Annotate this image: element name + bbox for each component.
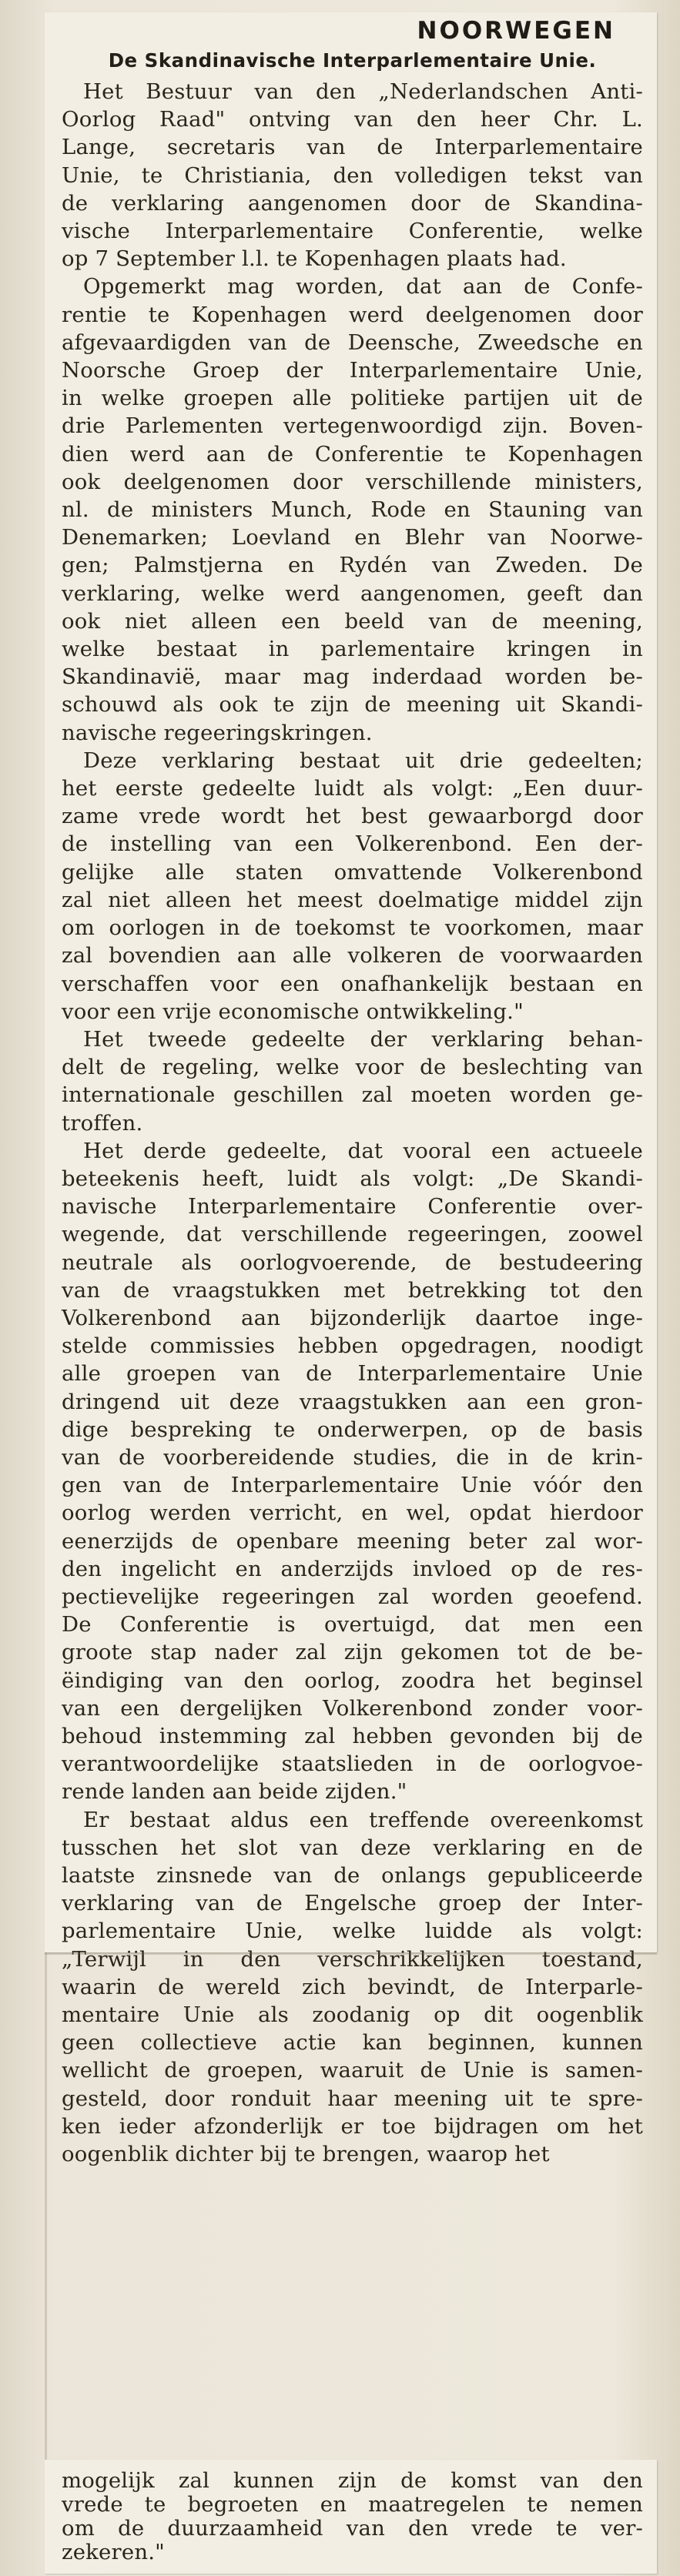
text-line: neutrale als oorlogvoerende, de bestudeering [62,1250,643,1275]
clipping-cut-edge [45,1952,657,1955]
text-line: de instelling van een Volkerenbond. Een der- [62,831,643,857]
text-line: dige bespreking te onderwerpen, op de basis [62,1417,643,1442]
text-line: Er bestaat aldus een treffende overeenkomst [83,1807,643,1832]
text-line: vrede te begroeten en maatregelen te nemen [62,2492,643,2517]
paragraph [62,1137,643,1806]
article-subheading: De Skandinavische Interparlementaire Unie. [108,49,597,72]
text-line: rende landen aan beide zijden." [62,1779,407,1805]
text-line: oogenblik dichter bij te brengen, waarop het [62,2142,550,2167]
text-line: rentie te Kopenhagen werd deelgenomen door [62,302,643,327]
text-line: Volkerenbond aan bijzonderlijk daartoe inge- [62,1305,643,1330]
paragraph [62,2469,643,2564]
text-line: van een dergelijken Volkerenbond zonder voor- [62,1695,643,1721]
text-line: geen collectieve actie kan beginnen, kunnen [62,2030,643,2056]
text-line: Lange, secretaris van de Interparlementaire [62,135,643,160]
paragraph [62,1025,643,1137]
text-line: dien werd aan de Conferentie te Kopenhagen [62,441,643,467]
text-line: verklaring, welke werd aangenomen, geeft dan [62,580,643,606]
text-line: zame vrede wordt het best gewaarborgd door [62,804,643,829]
text-line: Het derde gedeelte, dat vooral een actueele [83,1138,643,1163]
newspaper-clipping-main [45,12,657,2167]
text-line: dringend uit deze vraagstukken aan een gron- [62,1389,643,1414]
text-line: den ingelicht en anderzijds invloed op de res- [62,1556,643,1581]
text-line: Het tweede gedeelte der verklaring behan- [83,1026,643,1052]
text-line: ken ieder afzonderlijk er toe bijdragen om het [62,2113,643,2139]
text-line: laatste zinsnede van de onlangs gepubliceerde [62,1863,643,1888]
text-line: De Conferentie is overtuigd, dat men een [62,1612,643,1638]
text-line: ëindiging van den oorlog, zoodra het beginsel [62,1668,643,1693]
text-line: Skandinavië, maar mag inderdaad worden be- [62,664,643,690]
text-line: vische Interparlementaire Conferentie, welke [62,219,643,244]
text-line: het eerste gedeelte luidt als volgt: „Een duur- [62,776,643,801]
newspaper-clipping-continuation [45,2460,657,2574]
text-line: stelde commissies hebben opgedragen, noodigt [62,1333,643,1359]
text-line: Noorsche Groep der Interparlementaire Unie, [62,358,643,383]
text-line: gen; Palmstjerna en Rydén van Zweden. De [62,553,643,578]
text-line: ook niet alleen een beeld van de meening, [62,608,643,634]
article-continuation [62,2469,643,2564]
text-line: eenerzijds de openbare meening beter zal wor- [62,1528,643,1554]
text-line: nl. de ministers Munch, Rode en Stauning van [62,497,643,523]
text-line: op 7 September l.l. te Kopenhagen plaats had. [62,246,567,272]
text-line: zekeren." [62,2540,166,2564]
text-line: zal niet alleen het meest doelmatige middel zijn [62,887,643,912]
text-line: in welke groepen alle politieke partijen uit de [62,386,643,411]
article-heading: NOORWEGEN [417,17,615,45]
text-line: gelijke alle staten omvattende Volkerenbond [62,859,643,885]
text-line: zal bovendien aan alle volkeren de voorwaarden [62,943,643,969]
text-line: verklaring van de Engelsche groep der Inter- [62,1891,643,1916]
text-line: wellicht de groepen, waaruit de Unie is samen- [62,2058,643,2083]
text-line: gen van de Interparlementaire Unie vóór den [62,1473,643,1498]
text-line: groote stap nader zal zijn gekomen tot de be- [62,1640,643,1665]
text-line: mentaire Unie als zoodanig op dit oogenblik [62,2002,643,2028]
paragraph [62,747,643,1025]
text-line: beteekenis heeft, luidt als volgt: „De Skandi- [62,1166,643,1191]
text-line: wegende, dat verschillende regeeringen, zoowel [62,1222,643,1247]
text-line: alle groepen van de Interparlementaire Unie [62,1361,643,1387]
text-line: navische Interparlementaire Conferentie over- [62,1194,643,1219]
text-line: Opgemerkt mag worden, dat aan de Confe- [83,274,643,299]
text-line: Het Bestuur van den „Nederlandschen Anti- [83,79,643,104]
text-line: tusschen het slot van deze verklaring en de [62,1835,643,1860]
text-line: verantwoordelijke staatslieden in de oorlogvoe- [62,1751,643,1777]
article-body [62,78,643,2168]
text-line: afgevaardigden van de Deensche, Zweedsche en [62,330,643,355]
paragraph [62,78,643,273]
text-line: schouwd als ook te zijn de meening uit Skandi- [62,692,643,718]
text-line: Deze verklaring bestaat uit drie gedeelten; [83,748,643,773]
text-line: „Terwijl in den verschrikkelijken toestand, [62,1946,643,1972]
text-line: om de duurzaamheid van den vrede te ver- [62,2516,643,2541]
text-line: delt de regeling, welke voor de beslechting van [62,1055,643,1080]
text-line: om oorlogen in de toekomst te voorkomen, maar [62,915,643,941]
text-line: de verklaring aangenomen door de Skandina- [62,190,643,216]
text-line: navische regeeringskringen. [62,720,373,745]
text-line: pectievelijke regeeringen zal worden geoefend. [62,1584,643,1609]
text-line: van de vraagstukken met betrekking tot den [62,1277,643,1303]
text-line: parlementaire Unie, welke luidde als volgt: [62,1919,643,1944]
text-line: oorlog werden verricht, en wel, opdat hierdoor [62,1500,643,1526]
text-line: waarin de wereld zich bevindt, de Interparle- [62,1974,643,1999]
text-line: verschaffen voor een onafhankelijk bestaan en [62,971,643,996]
text-line: mogelijk zal kunnen zijn de komst van den [62,2468,643,2493]
text-line: voor een vrije economische ontwikkeling." [62,999,524,1024]
text-line: gesteld, door ronduit haar meening uit te spre- [62,2086,643,2111]
text-line: internationale geschillen zal moeten worden ge- [62,1082,643,1108]
text-line: van de voorbereidende studies, die in de krin- [62,1444,643,1470]
paragraph [62,1806,643,2169]
text-line: Denemarken; Loevland en Blehr van Noorwe- [62,525,643,550]
text-line: Unie, te Christiania, den volledigen tekst van [62,162,643,188]
paragraph [62,273,643,746]
text-line: drie Parlementen vertegenwoordigd zijn. Boven- [62,413,643,439]
text-line: welke bestaat in parlementaire kringen in [62,637,643,662]
text-line: troffen. [62,1110,143,1136]
text-line: ook deelgenomen door verschillende ministers, [62,469,643,494]
text-line: behoud instemming zal hebben gevonden bij de [62,1723,643,1748]
text-line: Oorlog Raad" ontving van den heer Chr. L. [62,107,643,132]
